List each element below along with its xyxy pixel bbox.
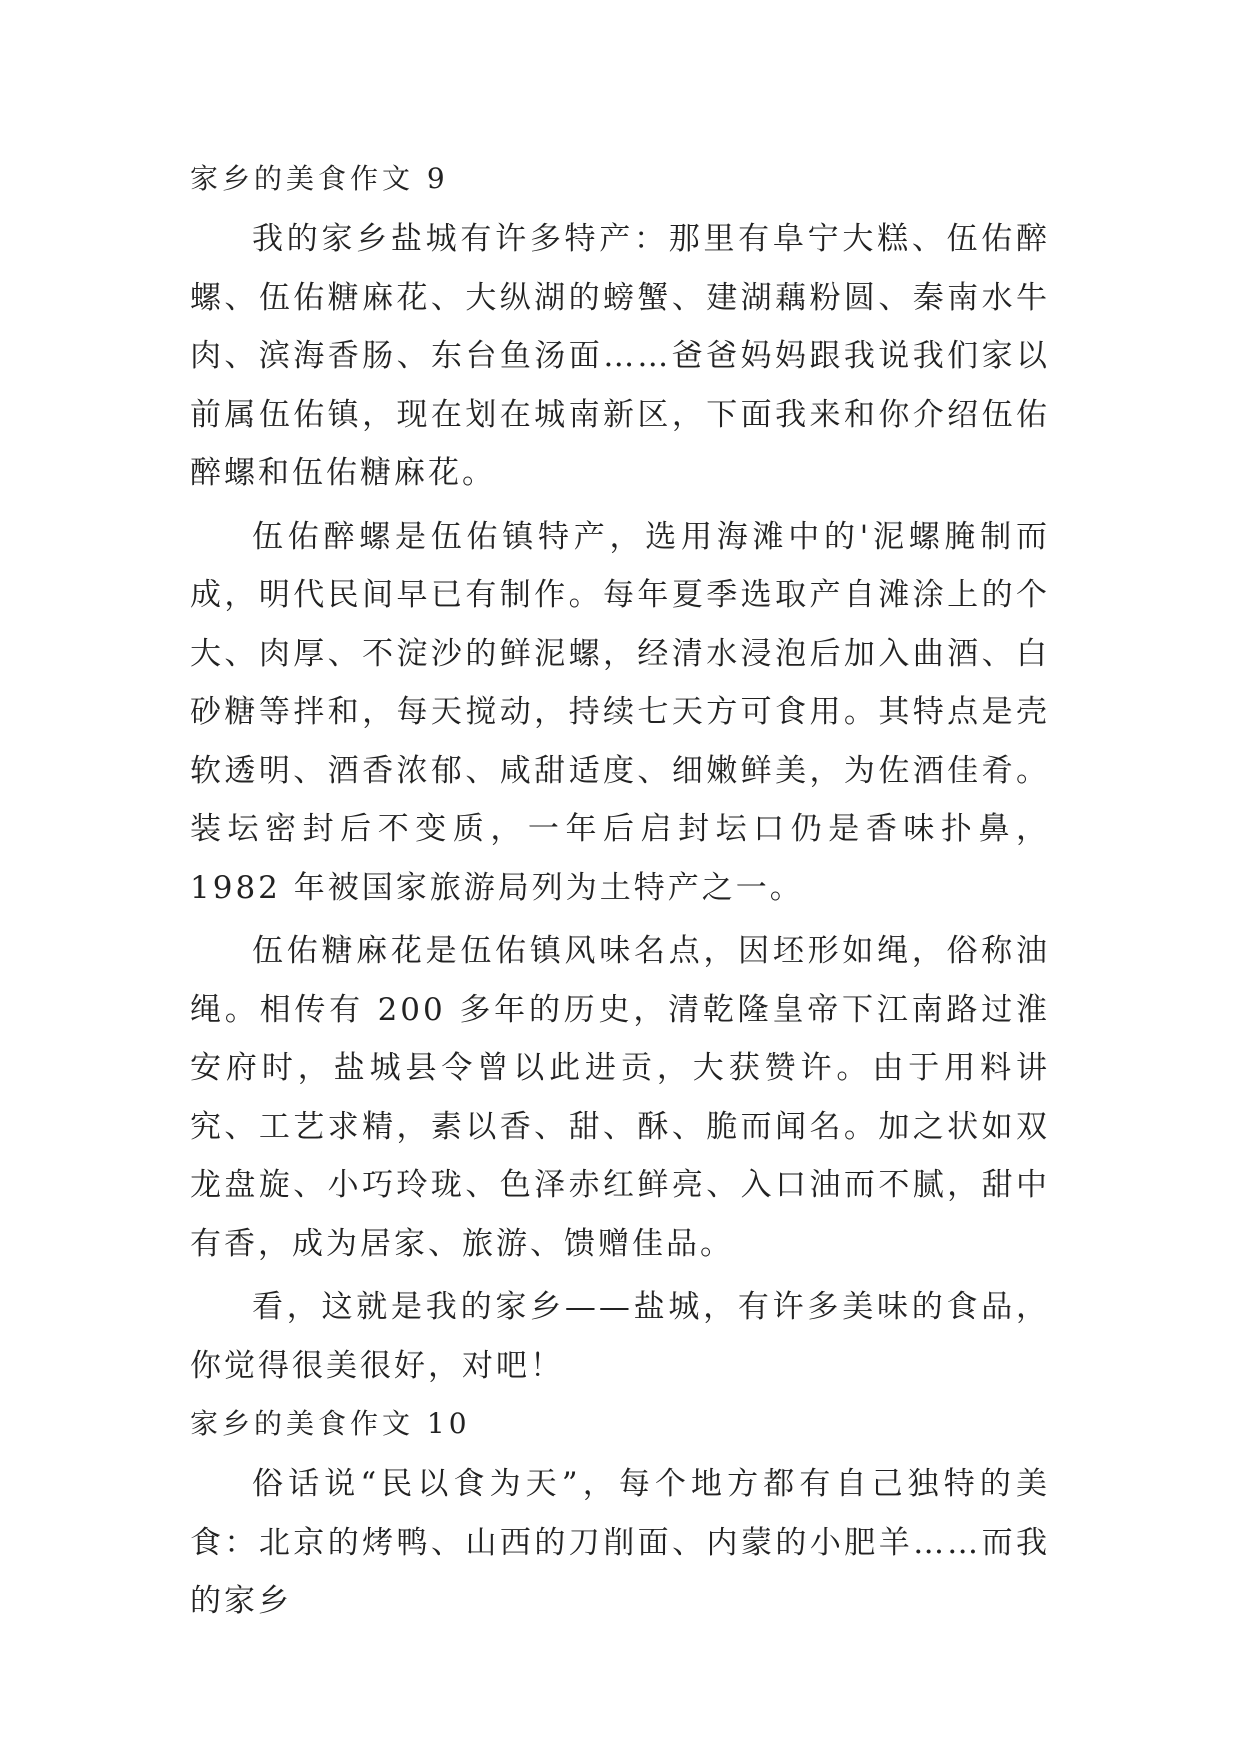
paragraph: 看，这就是我的家乡——盐城，有许多美味的食品，你觉得很美很好，对吧！ xyxy=(190,1289,1050,1384)
paragraph: 俗话说“民以食为天”，每个地方都有自己独特的美食：北京的烤鸭、山西的刀削面、内蒙的小肥羊……而我的家乡 xyxy=(190,1466,1050,1619)
section-heading: 家乡的美食作文 9 xyxy=(190,162,449,195)
paragraph: 我的家乡盐城有许多特产：那里有阜宁大糕、伍佑醉螺、伍佑糖麻花、大纵湖的螃蟹、建湖藕粉圆、秦南水牛肉、滨海香肠、东台鱼汤面……爸爸妈妈跟我说我们家以前属伍佑镇，现在划在城南新区，下面我来和你介绍伍佑醉螺和伍佑糖麻花。 xyxy=(190,221,1050,491)
paragraph: 伍佑醉螺是伍佑镇特产，选用海滩中的'泥螺腌制而成，明代民间早已有制作。每年夏季选取产自滩涂上的个大、肉厚、不淀沙的鲜泥螺，经清水浸泡后加入曲酒、白砂糖等拌和，每天搅动，持续七天方可食用。其特点是壳软透明、酒香浓郁、咸甜适度、细嫩鲜美，为佐酒佳肴。装坛密封后不变质，一年后启封坛口仍是香味扑鼻，1982 年被国家旅游局列为土特产之一。 xyxy=(190,518,1050,906)
section-heading: 家乡的美食作文 10 xyxy=(190,1407,471,1440)
paragraph: 伍佑糖麻花是伍佑镇风味名点，因坯形如绳，俗称油绳。相传有 200 多年的历史，清乾隆皇帝下江南路过淮安府时，盐城县令曾以此进贡，大获赞许。由于用料讲究、工艺求精，素以香、甜、酥、脆而闻名。加之状如双龙盘旋、小巧玲珑、色泽赤红鲜亮、入口油而不腻，甜中有香，成为居家、旅游、馈赠佳品。 xyxy=(190,933,1050,1262)
document-body xyxy=(190,150,1050,1631)
